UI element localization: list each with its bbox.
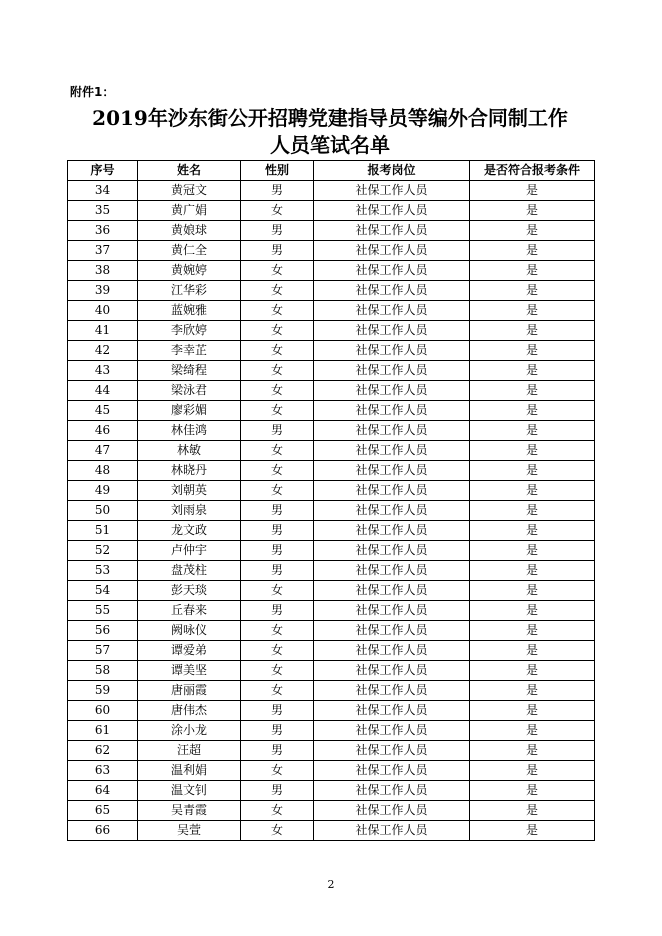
cell-number: 58 [68,661,138,681]
cell-eligible: 是 [470,521,595,541]
cell-position: 社保工作人员 [314,601,470,621]
cell-number: 64 [68,781,138,801]
cell-number: 49 [68,481,138,501]
table-row [68,301,595,321]
cell-name: 谭美坚 [138,661,241,681]
table-row [68,241,595,261]
cell-number: 56 [68,621,138,641]
document-title-line-2: 人员笔试名单 [270,133,390,157]
cell-number: 40 [68,301,138,321]
cell-position: 社保工作人员 [314,381,470,401]
cell-gender: 女 [241,481,314,501]
cell-number: 36 [68,221,138,241]
cell-position: 社保工作人员 [314,761,470,781]
cell-eligible: 是 [470,461,595,481]
cell-name: 温利娟 [138,761,241,781]
cell-number: 59 [68,681,138,701]
cell-name: 唐丽霞 [138,681,241,701]
cell-position: 社保工作人员 [314,201,470,221]
cell-number: 43 [68,361,138,381]
cell-position: 社保工作人员 [314,541,470,561]
cell-eligible: 是 [470,641,595,661]
cell-eligible: 是 [470,561,595,581]
table-row [68,761,595,781]
cell-gender: 女 [241,801,314,821]
table-row [68,501,595,521]
table-row [68,541,595,561]
table-row [68,401,595,421]
attachment-label: 附件1： [70,85,115,99]
cell-eligible: 是 [470,581,595,601]
cell-eligible: 是 [470,221,595,241]
candidate-table [67,160,595,841]
cell-name: 阙咏仪 [138,621,241,641]
cell-eligible: 是 [470,321,595,341]
cell-number: 57 [68,641,138,661]
cell-number: 65 [68,801,138,821]
cell-position: 社保工作人员 [314,561,470,581]
table-row [68,341,595,361]
cell-eligible: 是 [470,361,595,381]
cell-name: 温文钊 [138,781,241,801]
cell-eligible: 是 [470,761,595,781]
cell-position: 社保工作人员 [314,741,470,761]
cell-position: 社保工作人员 [314,681,470,701]
table-row [68,661,595,681]
cell-position: 社保工作人员 [314,241,470,261]
cell-name: 唐伟杰 [138,701,241,721]
cell-number: 63 [68,761,138,781]
cell-gender: 女 [241,281,314,301]
table-row [68,701,595,721]
column-header-position: 报考岗位 [314,161,470,181]
cell-name: 汪超 [138,741,241,761]
cell-position: 社保工作人员 [314,221,470,241]
cell-gender: 女 [241,661,314,681]
cell-name: 黄广娟 [138,201,241,221]
cell-position: 社保工作人员 [314,781,470,801]
table-row [68,821,595,841]
cell-position: 社保工作人员 [314,441,470,461]
table-row [68,721,595,741]
cell-eligible: 是 [470,301,595,321]
table-row [68,321,595,341]
cell-position: 社保工作人员 [314,641,470,661]
table-row [68,601,595,621]
table-row [68,581,595,601]
cell-gender: 女 [241,301,314,321]
cell-gender: 女 [241,681,314,701]
cell-gender: 男 [241,741,314,761]
cell-gender: 女 [241,441,314,461]
cell-gender: 女 [241,321,314,341]
cell-gender: 男 [241,421,314,441]
cell-name: 龙文政 [138,521,241,541]
cell-gender: 男 [241,221,314,241]
document-title-line-1: 2019年沙东街公开招聘党建指导员等编外合同制工作 [92,106,568,130]
cell-eligible: 是 [470,541,595,561]
cell-eligible: 是 [470,501,595,521]
cell-number: 54 [68,581,138,601]
cell-name: 梁泳君 [138,381,241,401]
cell-name: 吴萱 [138,821,241,841]
cell-name: 卢仲宇 [138,541,241,561]
cell-gender: 女 [241,821,314,841]
cell-position: 社保工作人员 [314,401,470,421]
cell-position: 社保工作人员 [314,281,470,301]
cell-number: 51 [68,521,138,541]
cell-eligible: 是 [470,181,595,201]
cell-eligible: 是 [470,701,595,721]
cell-position: 社保工作人员 [314,321,470,341]
cell-number: 53 [68,561,138,581]
cell-gender: 女 [241,381,314,401]
cell-gender: 男 [241,241,314,261]
cell-number: 60 [68,701,138,721]
cell-eligible: 是 [470,341,595,361]
cell-name: 林晓丹 [138,461,241,481]
cell-gender: 女 [241,201,314,221]
cell-position: 社保工作人员 [314,821,470,841]
cell-name: 黄婉婷 [138,261,241,281]
cell-eligible: 是 [470,441,595,461]
cell-gender: 女 [241,621,314,641]
cell-number: 62 [68,741,138,761]
cell-eligible: 是 [470,261,595,281]
cell-eligible: 是 [470,681,595,701]
cell-name: 彭天琰 [138,581,241,601]
cell-gender: 女 [241,361,314,381]
cell-gender: 女 [241,461,314,481]
cell-name: 林敏 [138,441,241,461]
cell-name: 李幸芷 [138,341,241,361]
cell-name: 黄娘球 [138,221,241,241]
cell-number: 47 [68,441,138,461]
cell-gender: 女 [241,581,314,601]
cell-position: 社保工作人员 [314,301,470,321]
cell-position: 社保工作人员 [314,521,470,541]
cell-position: 社保工作人员 [314,581,470,601]
cell-name: 梁绮程 [138,361,241,381]
cell-eligible: 是 [470,281,595,301]
cell-number: 38 [68,261,138,281]
cell-gender: 男 [241,521,314,541]
table-row [68,481,595,501]
cell-name: 吴青霞 [138,801,241,821]
cell-number: 50 [68,501,138,521]
cell-eligible: 是 [470,661,595,681]
column-header-eligible: 是否符合报考条件 [470,161,595,181]
cell-gender: 男 [241,601,314,621]
cell-gender: 男 [241,781,314,801]
cell-position: 社保工作人员 [314,421,470,441]
cell-name: 江华彩 [138,281,241,301]
cell-gender: 女 [241,341,314,361]
cell-number: 42 [68,341,138,361]
cell-eligible: 是 [470,801,595,821]
table-row [68,261,595,281]
cell-position: 社保工作人员 [314,721,470,741]
cell-position: 社保工作人员 [314,361,470,381]
cell-number: 37 [68,241,138,261]
table-row [68,441,595,461]
table-row [68,561,595,581]
cell-position: 社保工作人员 [314,621,470,641]
table-row [68,181,595,201]
cell-eligible: 是 [470,601,595,621]
page-number: 2 [327,878,335,891]
table-row [68,781,595,801]
cell-name: 林佳鸿 [138,421,241,441]
cell-gender: 女 [241,401,314,421]
table-row [68,621,595,641]
cell-number: 46 [68,421,138,441]
cell-number: 61 [68,721,138,741]
table-row [68,801,595,821]
cell-position: 社保工作人员 [314,481,470,501]
cell-name: 刘朝英 [138,481,241,501]
cell-gender: 女 [241,761,314,781]
cell-gender: 男 [241,701,314,721]
cell-eligible: 是 [470,241,595,261]
cell-position: 社保工作人员 [314,181,470,201]
cell-name: 刘雨泉 [138,501,241,521]
cell-position: 社保工作人员 [314,461,470,481]
cell-name: 廖彩媚 [138,401,241,421]
cell-eligible: 是 [470,741,595,761]
table-row [68,421,595,441]
table-row [68,461,595,481]
cell-name: 蓝婉雅 [138,301,241,321]
cell-eligible: 是 [470,401,595,421]
table-row [68,681,595,701]
column-header-number: 序号 [68,161,138,181]
table-row [68,741,595,761]
cell-gender: 男 [241,541,314,561]
cell-name: 李欣婷 [138,321,241,341]
cell-number: 44 [68,381,138,401]
table-row [68,361,595,381]
table-row [68,221,595,241]
column-header-name: 姓名 [138,161,241,181]
cell-gender: 男 [241,501,314,521]
cell-number: 45 [68,401,138,421]
cell-eligible: 是 [470,821,595,841]
cell-number: 41 [68,321,138,341]
cell-gender: 男 [241,181,314,201]
cell-position: 社保工作人员 [314,341,470,361]
cell-eligible: 是 [470,381,595,401]
cell-number: 55 [68,601,138,621]
cell-gender: 男 [241,721,314,741]
cell-name: 黄冠文 [138,181,241,201]
cell-eligible: 是 [470,201,595,221]
cell-position: 社保工作人员 [314,261,470,281]
cell-name: 涂小龙 [138,721,241,741]
cell-gender: 男 [241,561,314,581]
table-row [68,201,595,221]
cell-eligible: 是 [470,621,595,641]
cell-gender: 女 [241,641,314,661]
cell-name: 盘茂柱 [138,561,241,581]
table-row [68,641,595,661]
table-header-row [68,161,595,181]
table-row [68,381,595,401]
cell-position: 社保工作人员 [314,801,470,821]
cell-eligible: 是 [470,481,595,501]
cell-number: 52 [68,541,138,561]
cell-number: 34 [68,181,138,201]
column-header-gender: 性别 [241,161,314,181]
cell-name: 黄仁全 [138,241,241,261]
cell-number: 39 [68,281,138,301]
table-row [68,281,595,301]
table-row [68,521,595,541]
cell-position: 社保工作人员 [314,701,470,721]
cell-eligible: 是 [470,781,595,801]
cell-position: 社保工作人员 [314,661,470,681]
cell-number: 66 [68,821,138,841]
cell-name: 丘春来 [138,601,241,621]
cell-name: 谭爱弟 [138,641,241,661]
cell-number: 35 [68,201,138,221]
cell-eligible: 是 [470,721,595,741]
cell-gender: 女 [241,261,314,281]
cell-number: 48 [68,461,138,481]
cell-position: 社保工作人员 [314,501,470,521]
cell-eligible: 是 [470,421,595,441]
